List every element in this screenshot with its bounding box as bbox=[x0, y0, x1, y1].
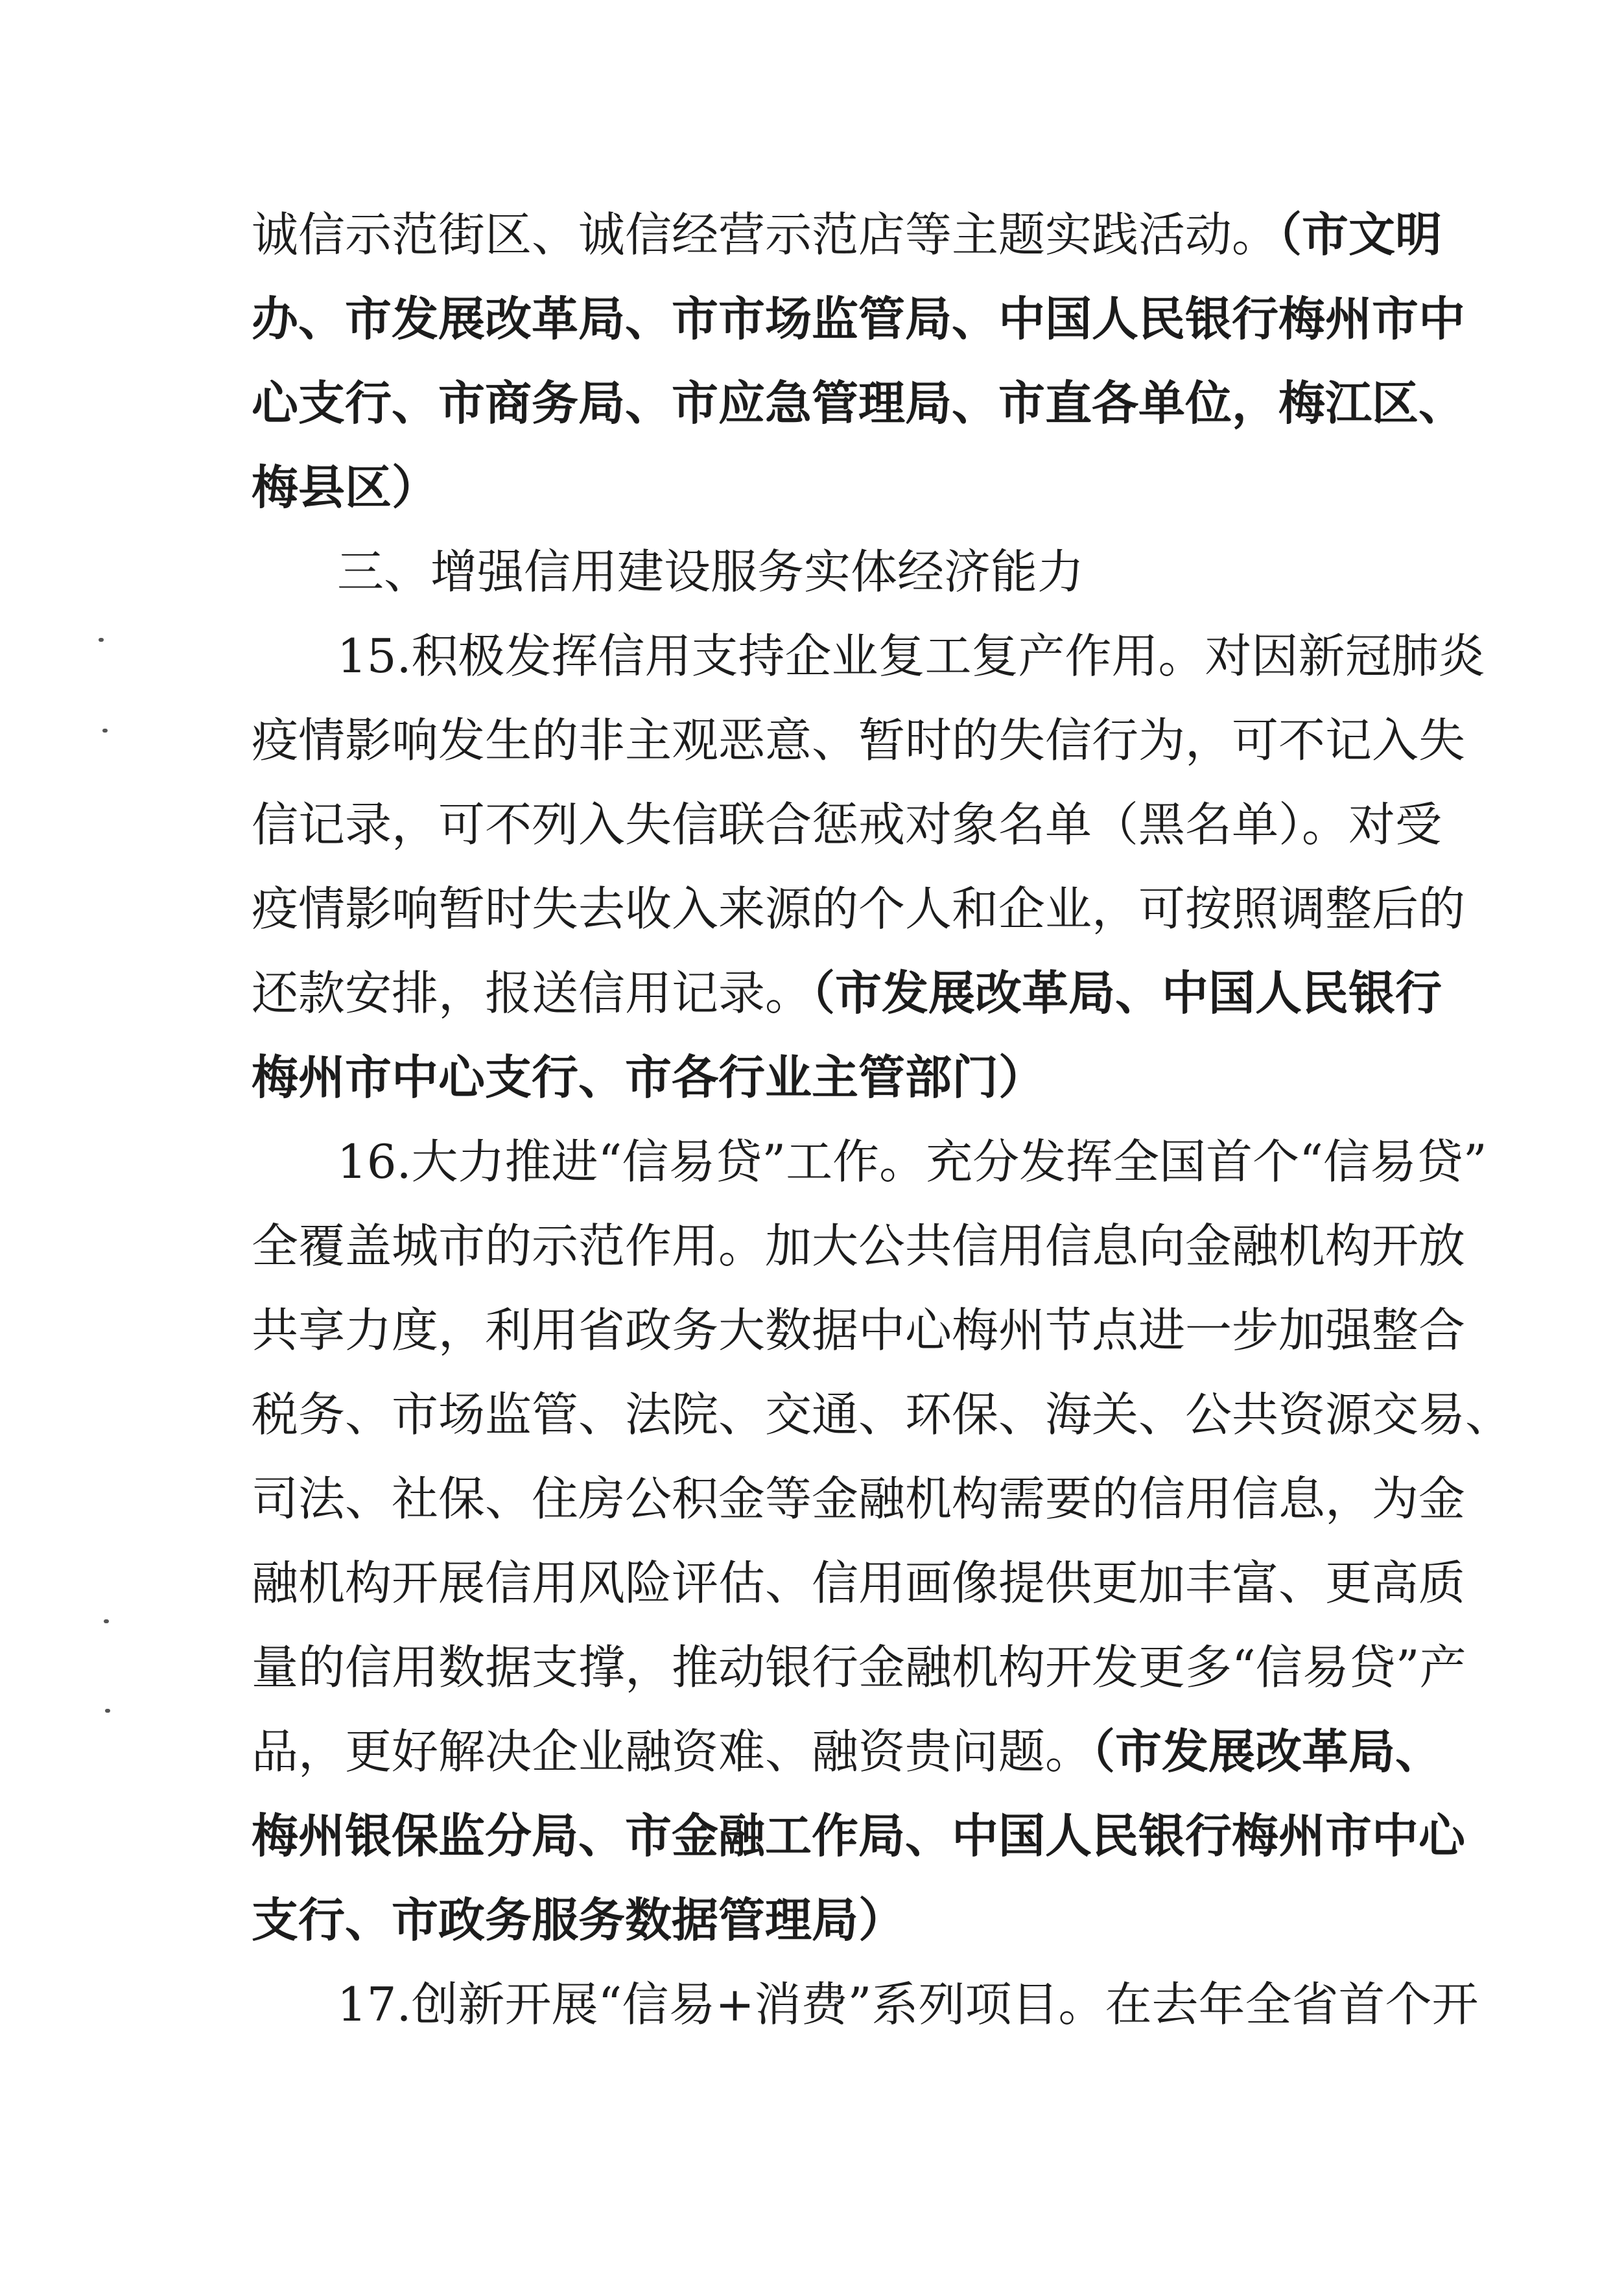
text-line bbox=[252, 1881, 1380, 1959]
body-text: 信记录，可不列入失信联合惩戒对象名单（黑名单）。对受 bbox=[252, 797, 1442, 852]
body-text: 疫情影响暂时失去收入来源的个人和企业，可按照调整后的 bbox=[252, 882, 1466, 936]
body-text: 税务、市场监管、法院、交通、环保、海关、公共资源交易、 bbox=[252, 1387, 1512, 1442]
text-line bbox=[252, 280, 1466, 358]
text-line bbox=[252, 1291, 1466, 1369]
text-line bbox=[252, 1628, 1466, 1706]
responsible-units: （市发展改革局、 bbox=[1092, 1724, 1442, 1779]
text-line bbox=[252, 1376, 1512, 1453]
responsible-units: 梅州市中心支行、市各行业主管部门） bbox=[252, 1050, 1046, 1105]
responsible-units: （市文明 bbox=[1278, 207, 1442, 262]
text-line bbox=[252, 1713, 1442, 1790]
paragraph-first-line bbox=[337, 1123, 1487, 1201]
body-text: 疫情影响发生的非主观恶意、暂时的失信行为，可不记入失 bbox=[252, 713, 1466, 768]
scan-speck bbox=[104, 1619, 109, 1623]
text-line bbox=[252, 1797, 1466, 1875]
body-text: 司法、社保、住房公积金等金融机构需要的信用信息，为金 bbox=[252, 1472, 1466, 1526]
responsible-units: 支行、市政务服务数据管理局） bbox=[252, 1893, 906, 1947]
responsible-units: （市发展改革局、中国人民银行 bbox=[812, 966, 1442, 1020]
responsible-units: 梅县区） bbox=[252, 460, 439, 515]
paragraph-first-line bbox=[337, 1966, 1479, 2043]
body-text: 17.创新开展“信易+消费”系列项目。在去年全省首个开 bbox=[337, 1977, 1479, 2032]
text-line bbox=[252, 1039, 1380, 1116]
text-line bbox=[252, 449, 1380, 526]
responsible-units: 心支行、市商务局、市应急管理局、市直各单位，梅江区、 bbox=[252, 376, 1466, 430]
responsible-units: 梅州银保监分局、市金融工作局、中国人民银行梅州市中心 bbox=[252, 1809, 1466, 1863]
text-line bbox=[252, 364, 1466, 442]
body-text: 融机构开展信用风险评估、信用画像提供更加丰富、更高质 bbox=[252, 1556, 1466, 1610]
responsible-units: 办、市发展改革局、市市场监管局、中国人民银行梅州市中 bbox=[252, 292, 1466, 346]
paragraph-first-line bbox=[337, 617, 1485, 695]
heading-text: 三、增强信用建设服务实体经济能力 bbox=[337, 545, 1085, 599]
text-line bbox=[252, 954, 1442, 1032]
text-line bbox=[252, 196, 1442, 274]
body-text: 还款安排，报送信用记录。 bbox=[252, 966, 812, 1020]
body-text: 品，更好解决企业融资难、融资贵问题。 bbox=[252, 1724, 1092, 1779]
body-text: 诚信示范街区、诚信经营示范店等主题实践活动。 bbox=[252, 207, 1279, 262]
body-text: 全覆盖城市的示范作用。加大公共信用信息向金融机构开放 bbox=[252, 1219, 1466, 1273]
body-text: 16.大力推进“信易贷”工作。充分发挥全国首个“信易贷” bbox=[337, 1134, 1487, 1189]
scan-speck bbox=[105, 1709, 110, 1713]
scan-speck bbox=[102, 729, 108, 733]
text-line bbox=[252, 701, 1466, 779]
scan-speck bbox=[99, 638, 104, 642]
body-text: 共享力度，利用省政务大数据中心梅州节点进一步加强整合 bbox=[252, 1303, 1466, 1357]
text-line bbox=[252, 870, 1466, 948]
body-text: 15.积极发挥信用支持企业复工复产作用。对因新冠肺炎 bbox=[337, 629, 1485, 683]
text-line bbox=[252, 786, 1442, 863]
body-text: 量的信用数据支撑，推动银行金融机构开发更多“信易贷”产 bbox=[252, 1640, 1466, 1695]
text-line bbox=[252, 1207, 1466, 1285]
text-line bbox=[252, 1544, 1466, 1622]
text-line bbox=[252, 1460, 1466, 1538]
section-heading bbox=[337, 533, 1380, 611]
